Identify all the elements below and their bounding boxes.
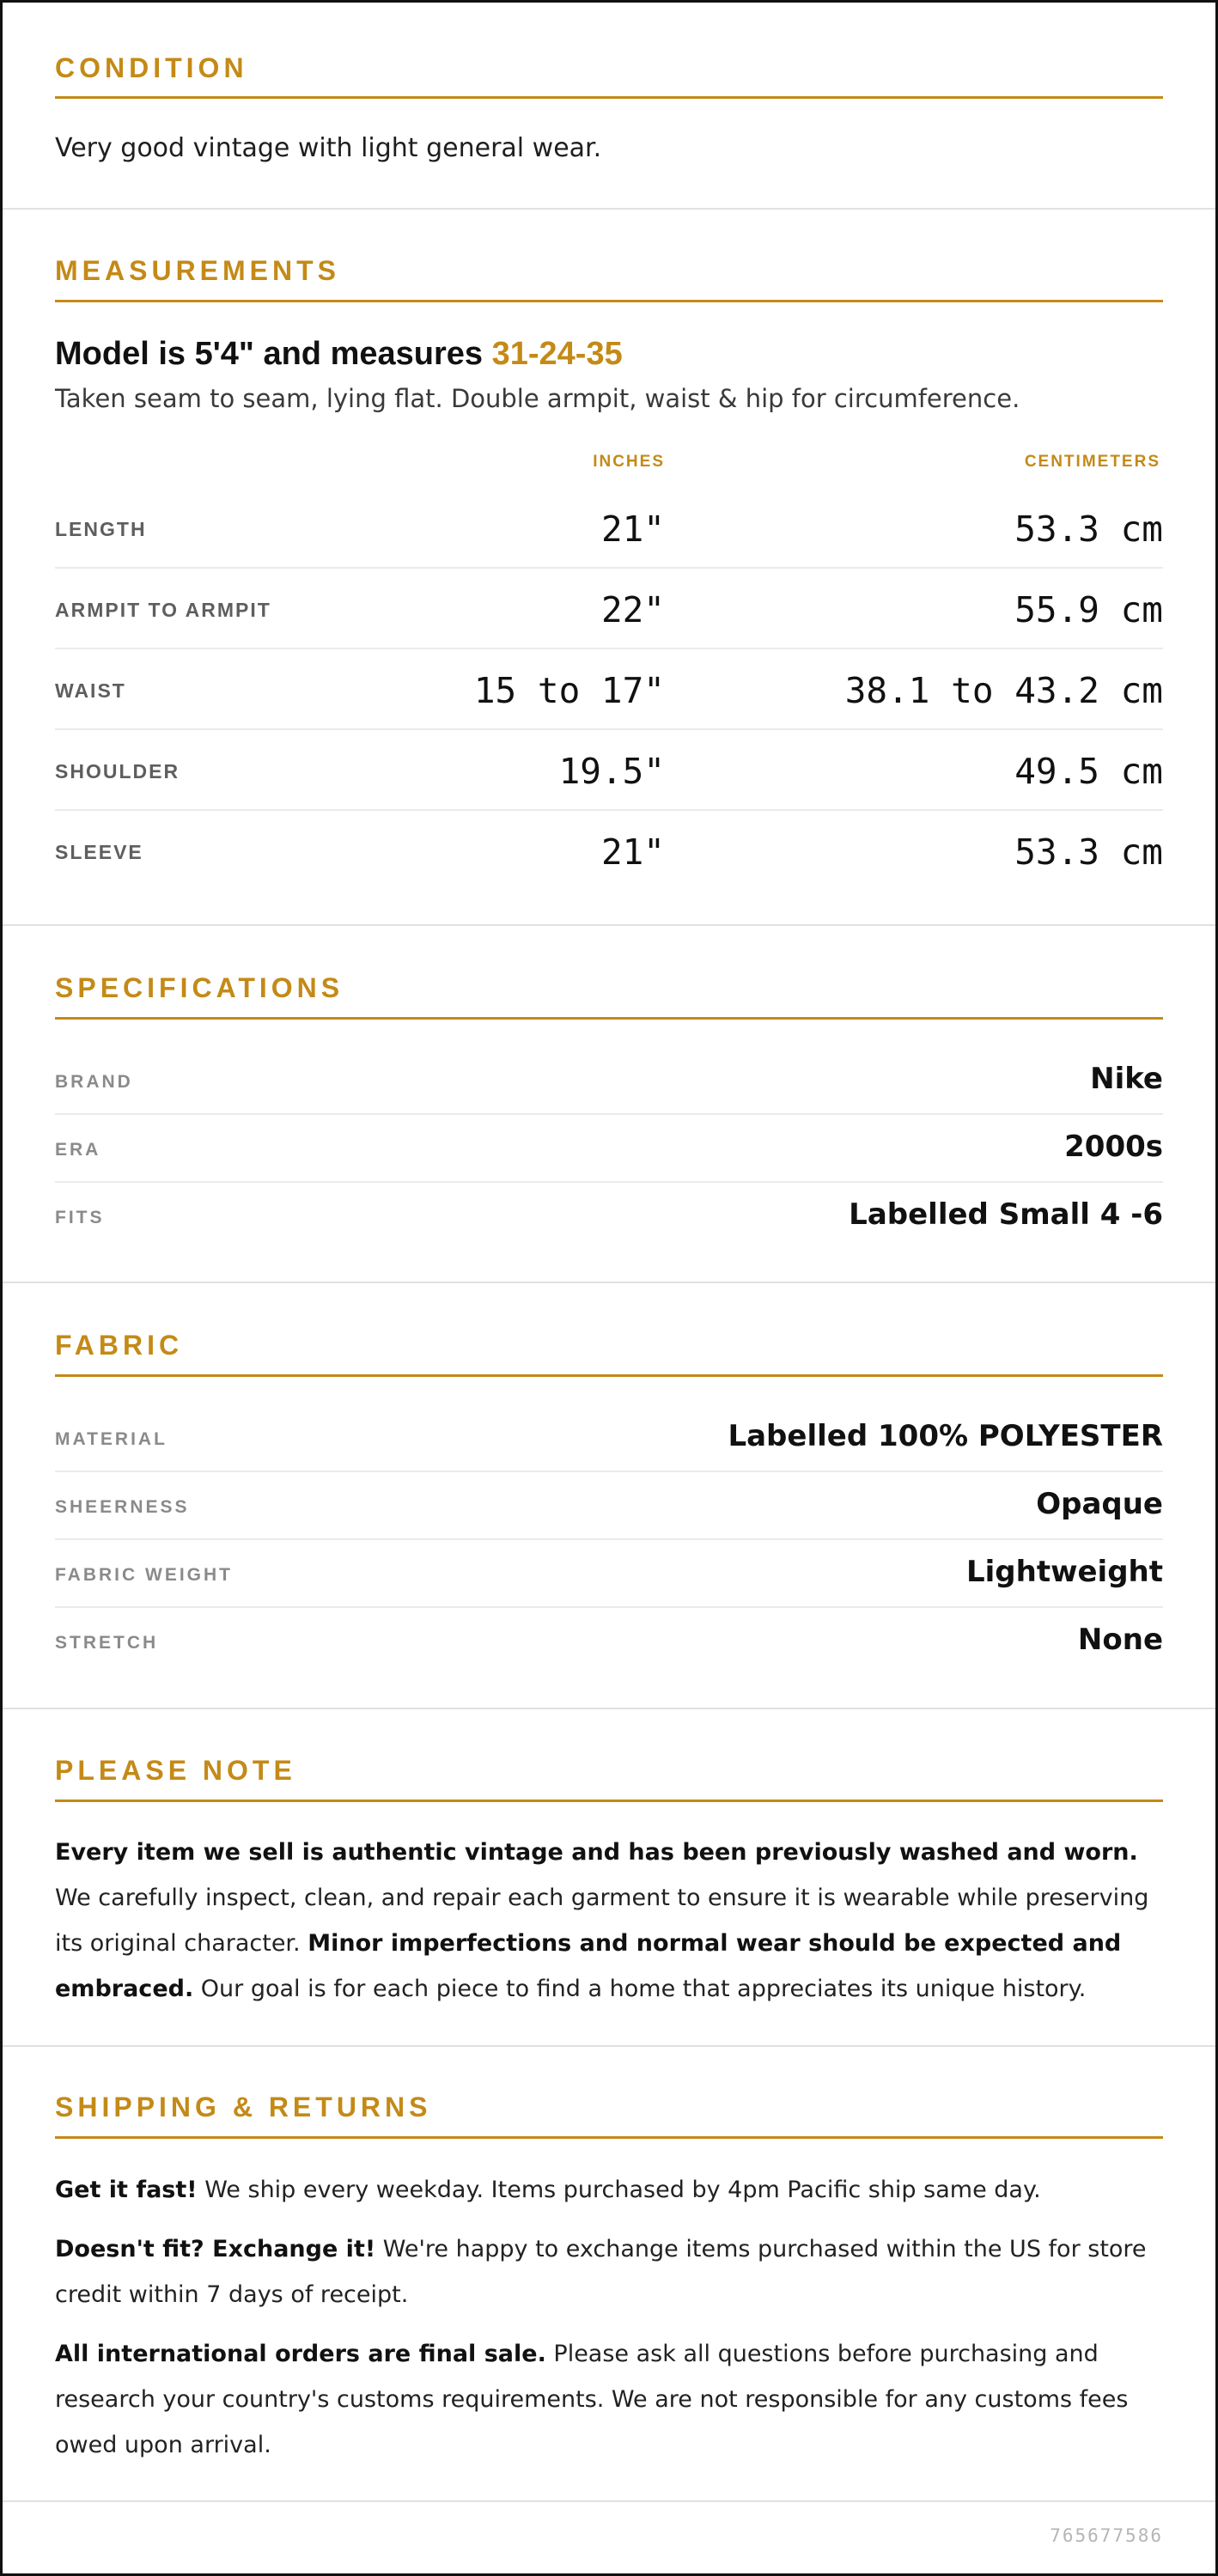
measurement-label: SLEEVE	[55, 841, 143, 863]
measurement-label: LENGTH	[55, 518, 147, 540]
note-bold-1: Every item we sell is authentic vintage and has been previously washed and worn.	[55, 1839, 1138, 1866]
condition-rule	[55, 96, 1163, 99]
shipping-paragraph-3	[55, 2331, 1163, 2468]
section-divider	[3, 208, 1215, 210]
fabric-label-material: MATERIAL	[55, 1429, 167, 1449]
spec-value-era: 2000s	[1064, 1130, 1163, 1164]
shipping-heading: SHIPPING & RETURNS	[55, 2092, 432, 2122]
fabric-value-weight: Lightweight	[965, 1555, 1163, 1589]
measurement-cm: 49.5 cm	[1014, 751, 1163, 792]
section-divider	[3, 2045, 1215, 2047]
spec-label-brand: BRAND	[55, 1072, 133, 1092]
measurement-note: Taken seam to seam, lying flat. Double armpit, waist & hip for circumference.	[55, 384, 1020, 413]
section-divider	[3, 924, 1215, 926]
fabric-label-weight: FABRIC WEIGHT	[55, 1565, 233, 1585]
fabric-value-material: Labelled 100% POLYESTER	[728, 1419, 1163, 1453]
fabric-value-sheerness: Opaque	[1036, 1487, 1163, 1521]
row-divider	[55, 1113, 1163, 1115]
section-divider	[3, 1282, 1215, 1283]
note-bold-2: Minor imperfections and normal wear should be expected and embraced.	[55, 1930, 1122, 2002]
row-divider	[55, 728, 1163, 730]
measurement-inches: 15 to 17"	[473, 670, 665, 711]
specifications-rule	[55, 1017, 1163, 1020]
spec-value-brand: Nike	[1090, 1062, 1163, 1096]
column-header-inches: INCHES	[593, 453, 665, 471]
row-divider	[55, 1606, 1163, 1608]
shipping-text-1: We ship every weekday. Items purchased by 4pm Pacific ship same day.	[197, 2177, 1041, 2203]
please-note-rule	[55, 1800, 1163, 1802]
fabric-label-sheerness: SHEERNESS	[55, 1497, 190, 1517]
measurement-label: ARMPIT TO ARMPIT	[55, 599, 271, 621]
row-divider	[55, 1181, 1163, 1183]
fabric-value-stretch: None	[1077, 1623, 1163, 1657]
row-divider	[55, 809, 1163, 811]
row-divider	[55, 648, 1163, 649]
please-note-paragraph	[55, 1830, 1163, 2012]
section-divider	[3, 2500, 1215, 2502]
measurement-cm: 53.3 cm	[1014, 509, 1163, 550]
shipping-text-3: Please ask all questions before purchasing and research your country's customs requirements. We are not responsible for any customs fees owed upon arrival.	[55, 2341, 1129, 2458]
measurement-cm: 55.9 cm	[1014, 589, 1163, 630]
model-measurements	[55, 336, 623, 373]
condition-heading: CONDITION	[55, 52, 248, 83]
shipping-rule	[55, 2136, 1163, 2139]
specifications-heading: SPECIFICATIONS	[55, 972, 344, 1003]
measurement-label: SHOULDER	[55, 760, 180, 783]
row-divider	[55, 567, 1163, 569]
measurement-inches: 21"	[600, 831, 665, 873]
spec-value-fits: Labelled Small 4 -6	[849, 1197, 1163, 1232]
fabric-heading: FABRIC	[55, 1330, 184, 1361]
note-text-2: Our goal is for each piece to find a home that appreciates its unique history.	[193, 1976, 1087, 2002]
section-divider	[3, 1708, 1215, 1709]
spec-label-fits: FITS	[55, 1208, 105, 1227]
fabric-rule	[55, 1374, 1163, 1377]
model-prefix: Model is 5'4" and measures	[55, 336, 492, 372]
fabric-label-stretch: STRETCH	[55, 1633, 159, 1653]
sku-number: 765677586	[1050, 2525, 1163, 2546]
column-header-centimeters: CENTIMETERS	[1024, 453, 1160, 471]
shipping-bold-1: Get it fast!	[55, 2177, 198, 2203]
model-measures-value: 31-24-35	[491, 336, 623, 372]
shipping-paragraph-1	[55, 2167, 1163, 2213]
shipping-bold-3: All international orders are final sale.	[55, 2341, 546, 2367]
note-text-1: We carefully inspect, clean, and repair each garment to ensure it is wearable while preserving its original character.	[55, 1885, 1149, 1957]
measurement-cm: 53.3 cm	[1014, 831, 1163, 873]
measurement-inches: 22"	[600, 589, 665, 630]
measurement-cm: 38.1 to 43.2 cm	[844, 670, 1163, 711]
measurement-inches: 21"	[600, 509, 665, 550]
please-note-heading: PLEASE NOTE	[55, 1755, 296, 1786]
spec-label-era: ERA	[55, 1140, 101, 1160]
measurement-label: WAIST	[55, 679, 126, 702]
row-divider	[55, 1538, 1163, 1540]
measurement-inches: 19.5"	[558, 751, 665, 792]
shipping-text-2: We're happy to exchange items purchased within the US for store credit within 7 days of receipt.	[55, 2236, 1147, 2308]
row-divider	[55, 1471, 1163, 1472]
condition-text: Very good vintage with light general wear.	[55, 133, 602, 163]
measurements-heading: MEASUREMENTS	[55, 255, 341, 286]
shipping-bold-2: Doesn't fit? Exchange it!	[55, 2236, 376, 2262]
shipping-paragraph-2	[55, 2226, 1163, 2317]
measurements-rule	[55, 300, 1163, 302]
